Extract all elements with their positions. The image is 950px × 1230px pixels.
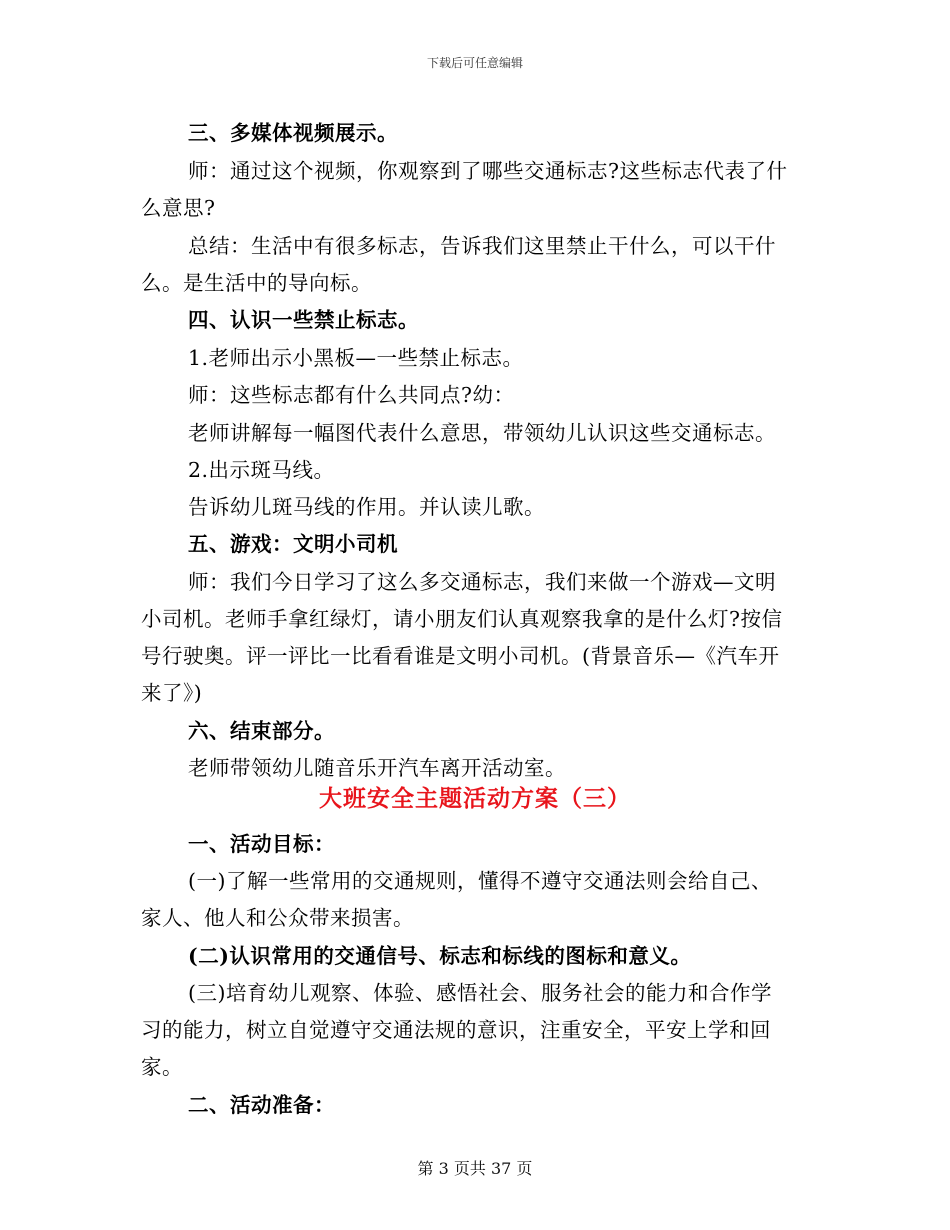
paragraph-line: 总结：生活中有很多标志，告诉我们这里禁止干什么，可以干什	[188, 234, 776, 258]
heading-prohibition-signs: 四、认识一些禁止标志。	[188, 308, 419, 332]
heading-game: 五、游戏：文明小司机	[188, 532, 398, 556]
paragraph-line: 1.老师出示小黑板—一些禁止标志。	[188, 346, 524, 370]
paragraph-line: 老师讲解每一幅图代表什么意思，带领幼儿认识这些交通标志。	[188, 421, 776, 445]
heading-goal-two: (二)认识常用的交通信号、标志和标线的图标和意义。	[188, 944, 692, 968]
paragraph-line: 告诉幼儿斑马线的作用。并认读儿歌。	[188, 495, 545, 519]
paragraph-line: 师：通过这个视频，你观察到了哪些交通标志?这些标志代表了什	[188, 159, 788, 183]
paragraph-line: 号行驶奥。评一评比一比看看谁是文明小司机。(背景音乐—《汽车开	[141, 644, 780, 668]
heading-multimedia: 三、多媒体视频展示。	[188, 121, 398, 145]
paragraph-line: 习的能力，树立自觉遵守交通法规的意识，注重安全，平安上学和回	[141, 1018, 771, 1042]
paragraph-line: 2.出示斑马线。	[188, 458, 335, 482]
paragraph-line: 师：我们今日学习了这么多交通标志，我们来做一个游戏—文明	[188, 570, 776, 594]
page-header-note: 下载后可任意编辑	[426, 56, 523, 70]
paragraph-line: 老师带领幼儿随音乐开汽车离开活动室。	[188, 756, 566, 780]
paragraph-line: 来了》)	[141, 681, 203, 705]
paragraph-line: (一)了解一些常用的交通规则，懂得不遵守交通法则会给自己、	[188, 869, 772, 893]
paragraph-line: 么。是生活中的导向标。	[141, 271, 372, 295]
paragraph-line: 小司机。老师手拿红绿灯，请小朋友们认真观察我拿的是什么灯?按信	[141, 607, 783, 631]
paragraph-line: 家。	[141, 1055, 183, 1079]
paragraph-line: (三)培育幼儿观察、体验、感悟社会、服务社会的能力和合作学	[188, 981, 772, 1005]
paragraph-line: 家人、他人和公众带来损害。	[141, 906, 414, 930]
paragraph-line: 么意思?	[141, 196, 216, 220]
heading-ending: 六、结束部分。	[188, 719, 335, 743]
page-footer-number: 第 3 页共 37 页	[417, 1159, 533, 1178]
paragraph-line: 师：这些标志都有什么共同点?幼：	[188, 383, 515, 407]
section-title: 大班安全主题活动方案（三）	[319, 785, 631, 812]
heading-activity-goals: 一、活动目标：	[188, 832, 335, 856]
heading-activity-preparation: 二、活动准备：	[188, 1093, 335, 1117]
